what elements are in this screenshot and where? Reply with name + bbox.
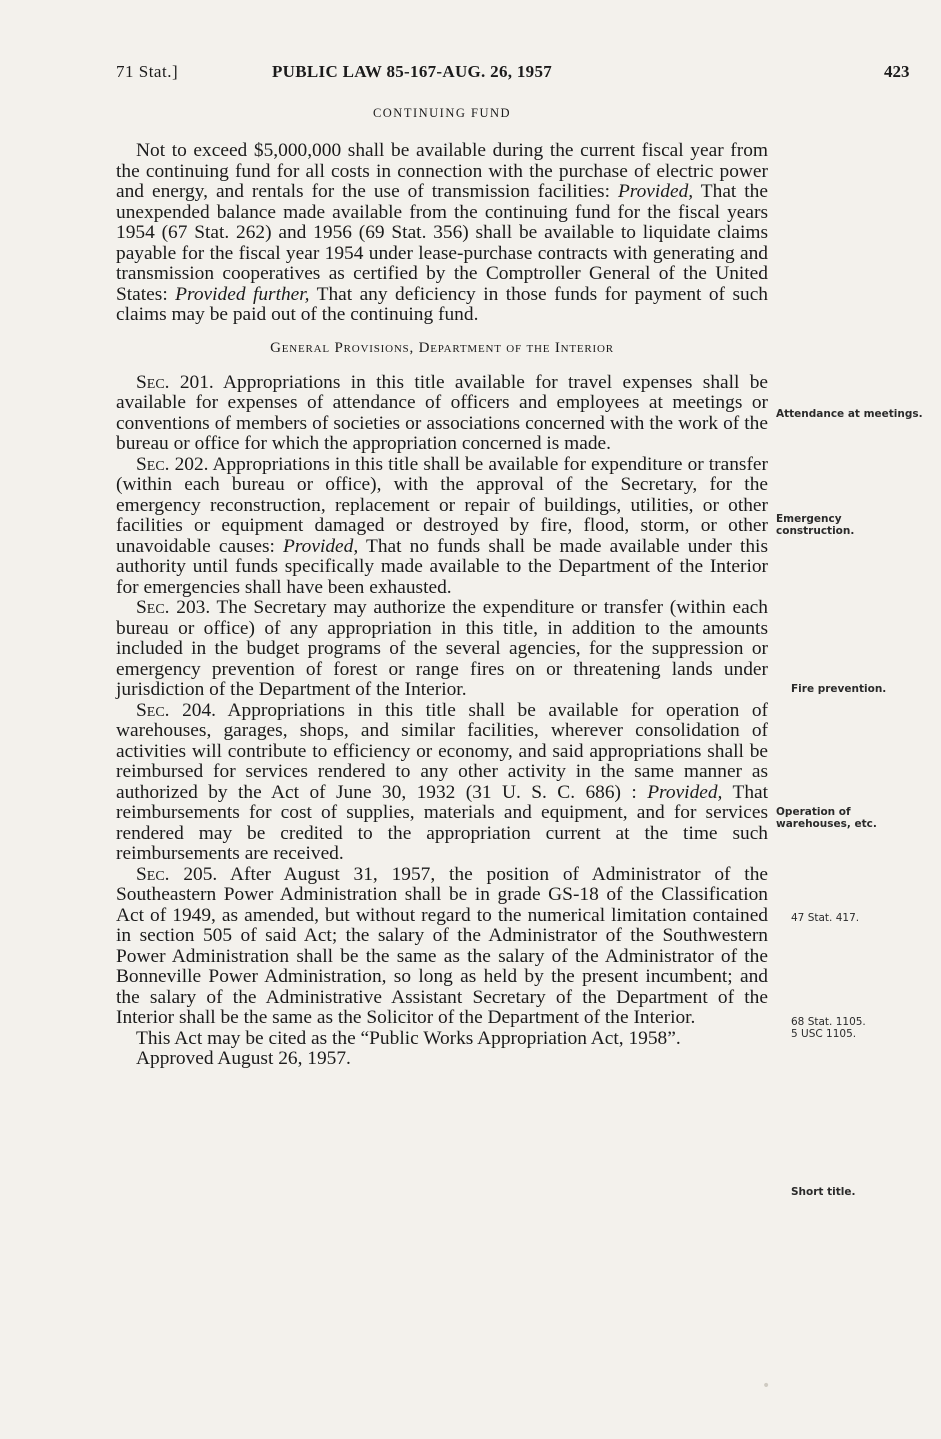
margin-note-stat-417: 47 Stat. 417. [791,912,860,924]
approval-date: Approved August 26, 1957. [136,1048,351,1069]
body-text [116,106,768,1070]
section-204: Sec. 204. Appropriations in this title shall be available for operation of warehouses, garages, shops, and similar facilities, wherever consolidation of activities will contribute to efficiency or economy, and said appropriations shall be reimbursed for services rendered to any other activity in the same manner as authorized by the Act of June 30, 1932 (31 U. S. C. 686) : Provided, That reimbursements for cost of supplies, materials and equipment, and for services rendered may be credited to the appropriation current at the time such reimbursements are received. [116,699,769,864]
continuing-fund-heading: CONTINUING FUND [372,106,512,120]
margin-note-stat-1105: 68 Stat. 1105. [791,1016,866,1028]
statute-volume: 71 Stat.] [116,62,179,81]
margin-note-usc-1105: 5 USC 1105. [791,1028,857,1040]
running-head [0,62,941,86]
proviso: Provided, [647,781,723,803]
page-number: 423 [884,62,910,81]
margin-note-short-title: Short title. [791,1186,856,1198]
stray-mark: • [762,1378,771,1394]
margin-note-warehouses: Operation of warehouses, etc. [776,806,877,830]
general-provisions-heading: General Provisions, Department of the Interior [270,339,614,356]
section-202: Sec. 202. Appropriations in this title shall be available for expenditure or transfer (within each bureau or office), with the approval of the Secretary, for the emergency reconstruction, replacement or repair of buildings, utilities, or other facilities or equipment damaged or destroyed by fire, flood, storm, or other unavoidable causes: Provided, That no funds shall be made available under this authority until funds specifically made available to the Department of the Interior for emergencies shall have been exhausted. [116,453,768,598]
proviso: Provided further, [175,283,310,305]
margin-note-fire: Fire prevention. [791,683,887,695]
proviso: Provided, [617,181,694,202]
margin-note-attendance: Attendance at meetings. [776,408,923,420]
section-203: Sec. 203. The Secretary may authorize the expenditure or transfer (within each bureau or office) of any appropriation in this title, in addition to the amounts included in the budget programs of the several agencies, for the suppression or emergency prevention of forest or range fires on or threatening lands under jurisdiction of the Department of the Interior. [116,597,768,700]
section-205: Sec. 205. After August 31, 1957, the position of Administrator of the Southeastern Power Administration shall be in grade GS-18 of the Classification Act of 1949, as amended, but without regard to the numerical limitation contained in section 505 of said Act; the salary of the Administrator of the Southwestern Power Administration shall be the same as the salary of the Administrator of the Bonneville Power Administration, so long as held by the present incumbent; and the salary of the Administrative Assistant Secretary of the Department of the Interior shall be the same as the Solicitor of the Department of the Interior. [116,863,768,1028]
margin-note-emergency: Emergency construction. [776,513,855,537]
law-title: PUBLIC LAW 85-167-AUG. 26, 1957 [272,62,553,81]
continuing-fund-paragraph: Not to exceed $5,000,000 shall be available during the current fiscal year from the continuing fund for all costs in connection with the purchase of electric power and energy, and rentals for the use of transmission facilities: Provided, That the unexpended balance made available from the continuing fund for the fiscal years 1954 (67 Stat. 262) and 1956 (69 Stat. 356) shall be available to liquidate claims payable for the fiscal year 1954 under lease-purchase contracts with generating and transmission cooperatives as certified by the Comptroller General of the United States: Provided further, That any deficiency in those funds for payment of such claims may be paid out of the continuing fund. [116,140,768,325]
proviso: Provided, [283,535,359,557]
section-201: Sec. 201. Appropriations in this title available for travel expenses shall be available for expenses of attendance of officers and employees at meetings or conventions of members of societies or associations concerned with the work of the bureau or office for which the appropriation concerned is made. [116,371,768,454]
short-title-citation: This Act may be cited as the “Public Works Appropriation Act, 1958”. [136,1027,681,1049]
